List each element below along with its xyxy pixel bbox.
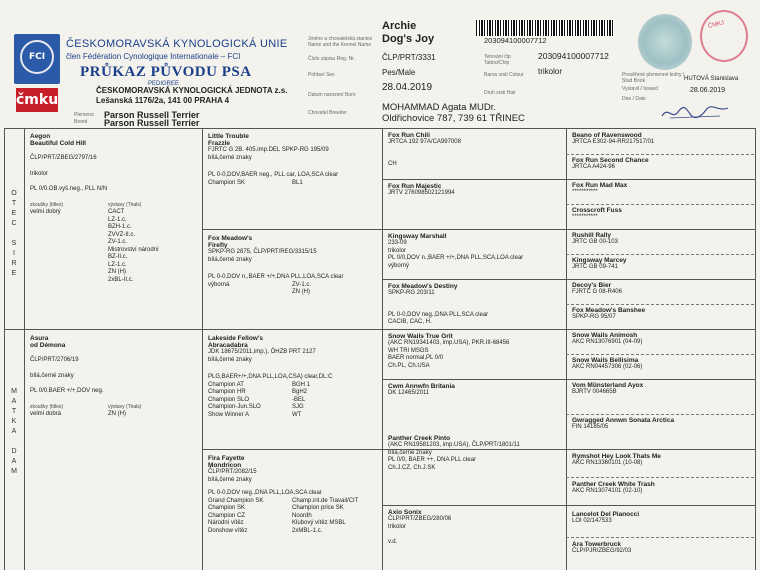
dd-title: Champion SK	[208, 505, 246, 511]
gen3-reg: JRTCA 192 97A/CA997008	[388, 139, 461, 145]
ds-title: -BEL	[292, 396, 306, 403]
gen3-reg: ČLP/PRT/ZBEG/280/06	[388, 516, 452, 522]
gen3-name: Panther Creek Pinto	[388, 435, 451, 442]
ss-name2: Frazzle	[208, 140, 231, 147]
gen4-cell	[572, 207, 752, 222]
gen4-name: Crosscroft Fuss	[572, 207, 622, 214]
sd-title2: ZV-1.c.	[292, 281, 312, 288]
sex-value: Pes/Male	[382, 68, 416, 77]
gen3-name: Axio Sonix	[388, 509, 422, 516]
gen3-cell-7	[388, 435, 562, 472]
issued-label: Vystavil / Issued	[622, 86, 658, 92]
gen3-cell-5	[388, 333, 562, 370]
dd-name2: Mondricon	[208, 462, 242, 469]
gen4-cell	[572, 382, 752, 397]
gen4-cell	[572, 332, 752, 347]
gen4-reg: BJRTV 004665B	[572, 389, 617, 395]
breeder-address: Oldřichovice 787, 739 61 TŘINEC	[382, 113, 525, 124]
dd-title: Champion CZ	[208, 512, 246, 519]
dam-col1-head: zkoušky (titles)	[30, 403, 64, 410]
dam-title: ZN (H)	[108, 411, 126, 417]
dd-title: Grand Champion SK	[208, 497, 264, 504]
ds-title: Champion AT	[208, 381, 244, 388]
ss-reg: FJRTC G 2B. 405.imp.DEL SPKP-RG 195/09	[208, 147, 329, 153]
sire-title: BZ-II.c.	[108, 254, 128, 260]
gen4-cell	[572, 453, 752, 468]
gen3-reg: 233-09	[388, 240, 407, 246]
gen4-cell	[572, 417, 752, 432]
dam-evaluation: velmi dobrá	[30, 411, 62, 417]
dam-colour: bílá,černé znaky	[30, 372, 74, 379]
red-stamp	[700, 10, 748, 62]
sire-title: ZV-1.c.	[108, 239, 128, 245]
sire-name2: Beautiful Cold Hill	[30, 140, 86, 147]
gen4-name: Ara Towerbruck	[572, 541, 622, 548]
gen4-cell	[572, 257, 752, 272]
sire-title: Mistrovství národní	[108, 246, 159, 253]
issue-date: 28.06.2019	[690, 87, 726, 94]
gen4-cell	[572, 182, 752, 197]
dd-colour: bílá,černé znaky	[208, 476, 252, 483]
signature	[660, 102, 730, 122]
gen3-reg: JRTV 276098502121994	[388, 190, 455, 196]
cmku-logo: čmku	[16, 88, 58, 112]
ss-health: PL 0-0,DOV,BAER neg., PLL car, LOA,SCA clear	[208, 172, 339, 178]
dd-title: 2xMBL-1.c.	[292, 527, 323, 534]
gen4-name: Decoy's Bier	[572, 282, 612, 289]
union-name: ČESKOMORAVSKÁ KYNOLOGICKÁ JEDNOTA z.s.	[96, 86, 288, 95]
dd-title: Národní vítěz	[208, 520, 244, 526]
gen4-reg: AKC RN13074101 (02-10)	[572, 488, 643, 494]
sire-name1: Aegon	[30, 133, 51, 140]
gen4-reg: ***********	[572, 189, 598, 195]
dd-title: Klubový vítěz MSBL	[292, 520, 346, 526]
gen4-reg: AKC RN13076901 (04-09)	[572, 339, 643, 345]
gen4-cell	[572, 481, 752, 496]
ds-name1: Lakeside Fellow's	[208, 335, 264, 342]
gen3-health: BAER normal,PL 0/0	[388, 355, 444, 361]
sire-side-label: O T E C S I R E	[11, 190, 17, 277]
gen4-cell	[572, 541, 752, 556]
sire-title: CACT	[108, 209, 125, 215]
ds-title: BGH 1	[292, 381, 311, 388]
gen4-cell	[572, 157, 752, 172]
ss-colour: bílá,černé znaky	[208, 154, 252, 161]
gen4-name: Kingsway Marcey	[572, 257, 627, 264]
gen4-cell	[572, 282, 752, 297]
fci-logo-text: FCI	[20, 40, 54, 74]
sire-reg: ČLP/PRT/ZBEG/2797/16	[30, 155, 97, 161]
sd-health: PL 0-0,DOV n.,BAER +/+,DNA PLL,LOA,SCA clear	[208, 274, 344, 280]
sd-reg: SPKP-RG 2875, ČLP/PRT/REG/3315/15	[208, 249, 317, 255]
gen4-reg: JRTCA A424-96	[572, 164, 615, 170]
ss-name1: Little Trouble	[208, 133, 249, 140]
sire-title: ZN (H)	[108, 269, 126, 275]
gen4-reg: SPKP-RG 95/07	[572, 314, 616, 320]
gen3-name: Fox Run Majestic	[388, 183, 442, 190]
ss-title2: BL1	[292, 179, 303, 186]
reg-label: Číslo zápisu Reg. Nr.	[308, 56, 355, 62]
ds-title: Champion-Jun.SLO	[208, 404, 261, 410]
gen3-name: Fox Meadow's Destiny	[388, 283, 458, 290]
sd-colour: bílá,černé znaky	[208, 256, 252, 263]
dog-name-line2: Dog's Joy	[382, 33, 435, 45]
gen4-reg: ***********	[572, 214, 598, 220]
gen2-sire-sire	[208, 133, 378, 187]
ds-title: Champion HR	[208, 389, 246, 395]
keeper-name: HUTOVÁ Stanislava	[684, 76, 739, 82]
dam-col2-head: výstavy (Trials)	[108, 403, 142, 410]
gen3-cell-1	[388, 132, 562, 168]
gen4-name: Gwragged Annwn Sonata Arctica	[572, 417, 675, 424]
gen4-cell	[572, 307, 752, 322]
gen4-cell	[572, 232, 752, 247]
gen3-titles: CACIB, CAC, H.	[388, 319, 432, 325]
chip-barcode	[476, 20, 614, 36]
breeder-name: MOHAMMAD Agata MUDr.	[382, 102, 497, 113]
sire-title: LZ-1.c.	[108, 216, 127, 223]
tattoo-label: Tetování čip Tattoo/Chip	[484, 54, 511, 66]
gen2-sire-dam	[208, 235, 378, 297]
sire-cell	[30, 133, 198, 284]
sd-title1: výborná	[208, 281, 230, 288]
sire-colour: trikolor	[30, 170, 49, 177]
born-value: 28.04.2019	[382, 82, 433, 93]
colour-value: trikolor	[538, 67, 563, 76]
gen4-reg: JRTC GB 09-741	[572, 264, 618, 270]
ds-title: Show Winner A	[208, 411, 250, 418]
gen4-reg: FJRTC G 08-R406	[572, 289, 622, 295]
ds-name2: Abracadabra	[208, 342, 248, 349]
gen3-reg: (AKC RN19341403, imp.USA), PKR.III-68456	[388, 340, 510, 346]
gen4-reg: JRTC GB 00-103	[572, 239, 618, 245]
gen3-titles: Ch.PL, Ch.USA	[388, 362, 430, 369]
gen3-cell-6	[388, 383, 562, 398]
sire-title: LZ-1.c.	[108, 261, 127, 268]
gen3-reg: DK 12465/2011	[388, 390, 430, 396]
gen3-extra: WH TRI MSGS	[388, 347, 429, 354]
gen4-name: Fox Run Second Chance	[572, 157, 649, 164]
gen4-name: Rymshot Hey Look Thats Me	[572, 453, 661, 460]
gen3-cell-3	[388, 233, 562, 270]
breed-label-en: Breed	[74, 119, 88, 125]
gen3-health: PL 0-0,DOV neg.,DNA PLL,SCA clear	[388, 311, 489, 318]
dd-title: Noordh	[292, 512, 312, 519]
fci-logo	[14, 34, 60, 84]
gen3-health: PL 0/0,DOV n.,BAER +/+,DNA PLL,SCA,LOA clear	[388, 255, 524, 261]
dd-title: Champion price SK	[292, 505, 344, 511]
dam-health: PL 0/0,BAER +/+,DOV neg.	[30, 388, 104, 394]
dd-title: Donshow vítěz	[208, 527, 248, 534]
sd-name2: Firefly	[208, 242, 228, 249]
barcode-number: 203094100007712	[484, 36, 547, 45]
colour-label: Barva srsti Colour	[484, 72, 524, 78]
gen4-name: Snow Wails Animosh	[572, 332, 638, 339]
ds-title: WT	[292, 411, 302, 418]
studbook-label: Prověřené plemenné knihy / Stud Book	[622, 72, 685, 84]
ds-title: BgH2	[292, 389, 308, 395]
sd-title3: ZN (H)	[292, 289, 310, 295]
gen3-name: Cwm Annwfn Britania	[388, 383, 455, 390]
document-subtitle: PEDIGREE	[148, 81, 180, 87]
gen3-extra: bílá,černé znaky	[388, 449, 432, 456]
sire-title: ZVVZ-II.c.	[108, 231, 135, 238]
gen4-name: Lancelot Del Pianocci	[572, 511, 640, 518]
dog-name-line1: Archie	[382, 20, 417, 32]
pedigree-grid	[4, 128, 756, 570]
gen4-cell	[572, 132, 752, 147]
born-label: Datum narození Born	[308, 92, 356, 98]
sire-title: 2xBL-II.c.	[108, 276, 134, 283]
gen3-name: Kingsway Marshall	[388, 233, 447, 240]
breed-value: Parson Russell Terrier	[104, 110, 200, 120]
dam-reg: ČLP/PRT/2706/19	[30, 357, 79, 363]
gen2-dam-sire	[208, 335, 378, 419]
ds-colour: bílá,černé znaky	[208, 356, 252, 363]
dd-health: PL 0-0,DOV neg.,DNA PLL,LOA,SCA clear	[208, 490, 322, 496]
gen3-titles: Ch.J.CZ, Ch.J.SK	[388, 464, 436, 471]
gen3-extra: CH	[388, 160, 397, 167]
gen3-reg: SPKP-RG 203/11	[388, 290, 435, 296]
fci-membership: člen Fédération Cynologique Internationale – FCI	[66, 52, 241, 61]
gen3-extra: trikolor	[388, 247, 407, 254]
sire-health: PL 0/0.OB.vyš.neg., PLL N/N	[30, 186, 108, 192]
sd-name1: Fox Meadow's	[208, 235, 253, 242]
sire-col2-head: výstavy (Trials)	[108, 201, 142, 208]
gen4-name: Rushill Rally	[572, 232, 612, 239]
dam-side-label: M A T K A D A M	[11, 388, 17, 475]
org-name: ČESKOMORAVSKÁ KYNOLOGICKÁ UNIE	[66, 38, 288, 50]
sire-evaluation: velmi dobrý	[30, 209, 61, 215]
logo-block	[14, 34, 60, 112]
gen3-titles: výborný	[388, 262, 410, 269]
ds-title: Champion SLO	[208, 396, 250, 403]
gen3-name: Fox Run Chili	[388, 132, 430, 139]
ds-title: SJG	[292, 404, 304, 410]
name-label: Jméno a chovatelská stanice Name and the Kennel Name	[308, 36, 373, 48]
gen4-cell	[572, 357, 752, 372]
reg-number: ČLP/PRT/3331	[382, 53, 436, 62]
chip-number: 203094100007712	[538, 51, 609, 61]
gen4-reg: LOI 02/147533	[572, 518, 612, 524]
gen3-extra: trikolor	[388, 523, 407, 530]
sire-title: BZH-1.c.	[108, 224, 132, 230]
gen4-name: Fox Run Mad Max	[572, 182, 628, 189]
sire-col1-head: zkoušky (titles)	[30, 201, 64, 208]
red-stamp-text: ČMKJ	[707, 20, 725, 30]
gen3-health: PL 0/0, BAER ++, DNA PLL clear	[388, 457, 476, 463]
ds-reg: JDK 18675/2011,imp.), ÖHZB PRT 2127	[208, 349, 316, 355]
gen4-name: Beano of Ravenswood	[572, 132, 642, 139]
gen3-name: Snow Wails True Grit	[388, 333, 453, 340]
date-label: Dne / Date	[622, 96, 646, 102]
gen3-reg: (AKC RN19581203, imp.USA), ČLP/PRT/1801/11	[388, 442, 520, 448]
hair-label: Druh srsti Hair	[484, 90, 516, 96]
document-title: PRŮKAZ PŮVODU PSA	[80, 64, 252, 80]
dam-name1: Asura	[30, 335, 49, 342]
dam-name2: od Démona	[30, 342, 66, 349]
gen4-cell	[572, 511, 752, 526]
sex-label: Pohlaví Sex	[308, 72, 335, 78]
gen2-dam-dam	[208, 455, 378, 535]
dd-reg: ČLP/PRT/2082/15	[208, 469, 257, 475]
breed-label: Plemeno	[74, 112, 94, 118]
gen4-reg: FIN 14185/05	[572, 424, 609, 430]
dd-title: Champ.int.de Travail/CIT	[292, 497, 359, 504]
gen4-reg: AKC RN04457306 (02-06)	[572, 364, 643, 370]
gen4-reg: AKC RN13360101 (10-08)	[572, 460, 643, 466]
gen3-cell-2	[388, 183, 562, 198]
gen4-name: Fox Meadow's Banshee	[572, 307, 646, 314]
gen4-reg: JRTCA E302-94-RR217517/01	[572, 139, 655, 145]
ds-health: PLG,BAER+/+,DNA PLL,LOA,CSA) clear,DL:C	[208, 374, 333, 380]
gen4-reg: ČLP/PJR/ZBEG/92/03	[572, 548, 632, 554]
gen4-name: Vom Münsterland Ayox	[572, 382, 644, 389]
gen3-cell-8	[388, 509, 562, 547]
ss-title1: Champion SK	[208, 179, 246, 186]
breeder-label: Chovatel Breeder	[308, 110, 347, 116]
gen3-cell-4	[388, 283, 562, 327]
dd-name1: Fira Fayette	[208, 455, 245, 462]
gen4-name: Panther Creek White Trash	[572, 481, 655, 488]
gen4-name: Snow Wails Bellisima	[572, 357, 639, 364]
union-address: Lešanská 1176/2a, 141 00 PRAHA 4	[96, 96, 230, 105]
gen3-titles: v.d.	[388, 539, 398, 545]
breed-value-en: Parson Russell Terrier	[104, 118, 200, 128]
dam-cell	[30, 335, 198, 419]
hologram-stamp	[638, 14, 692, 70]
